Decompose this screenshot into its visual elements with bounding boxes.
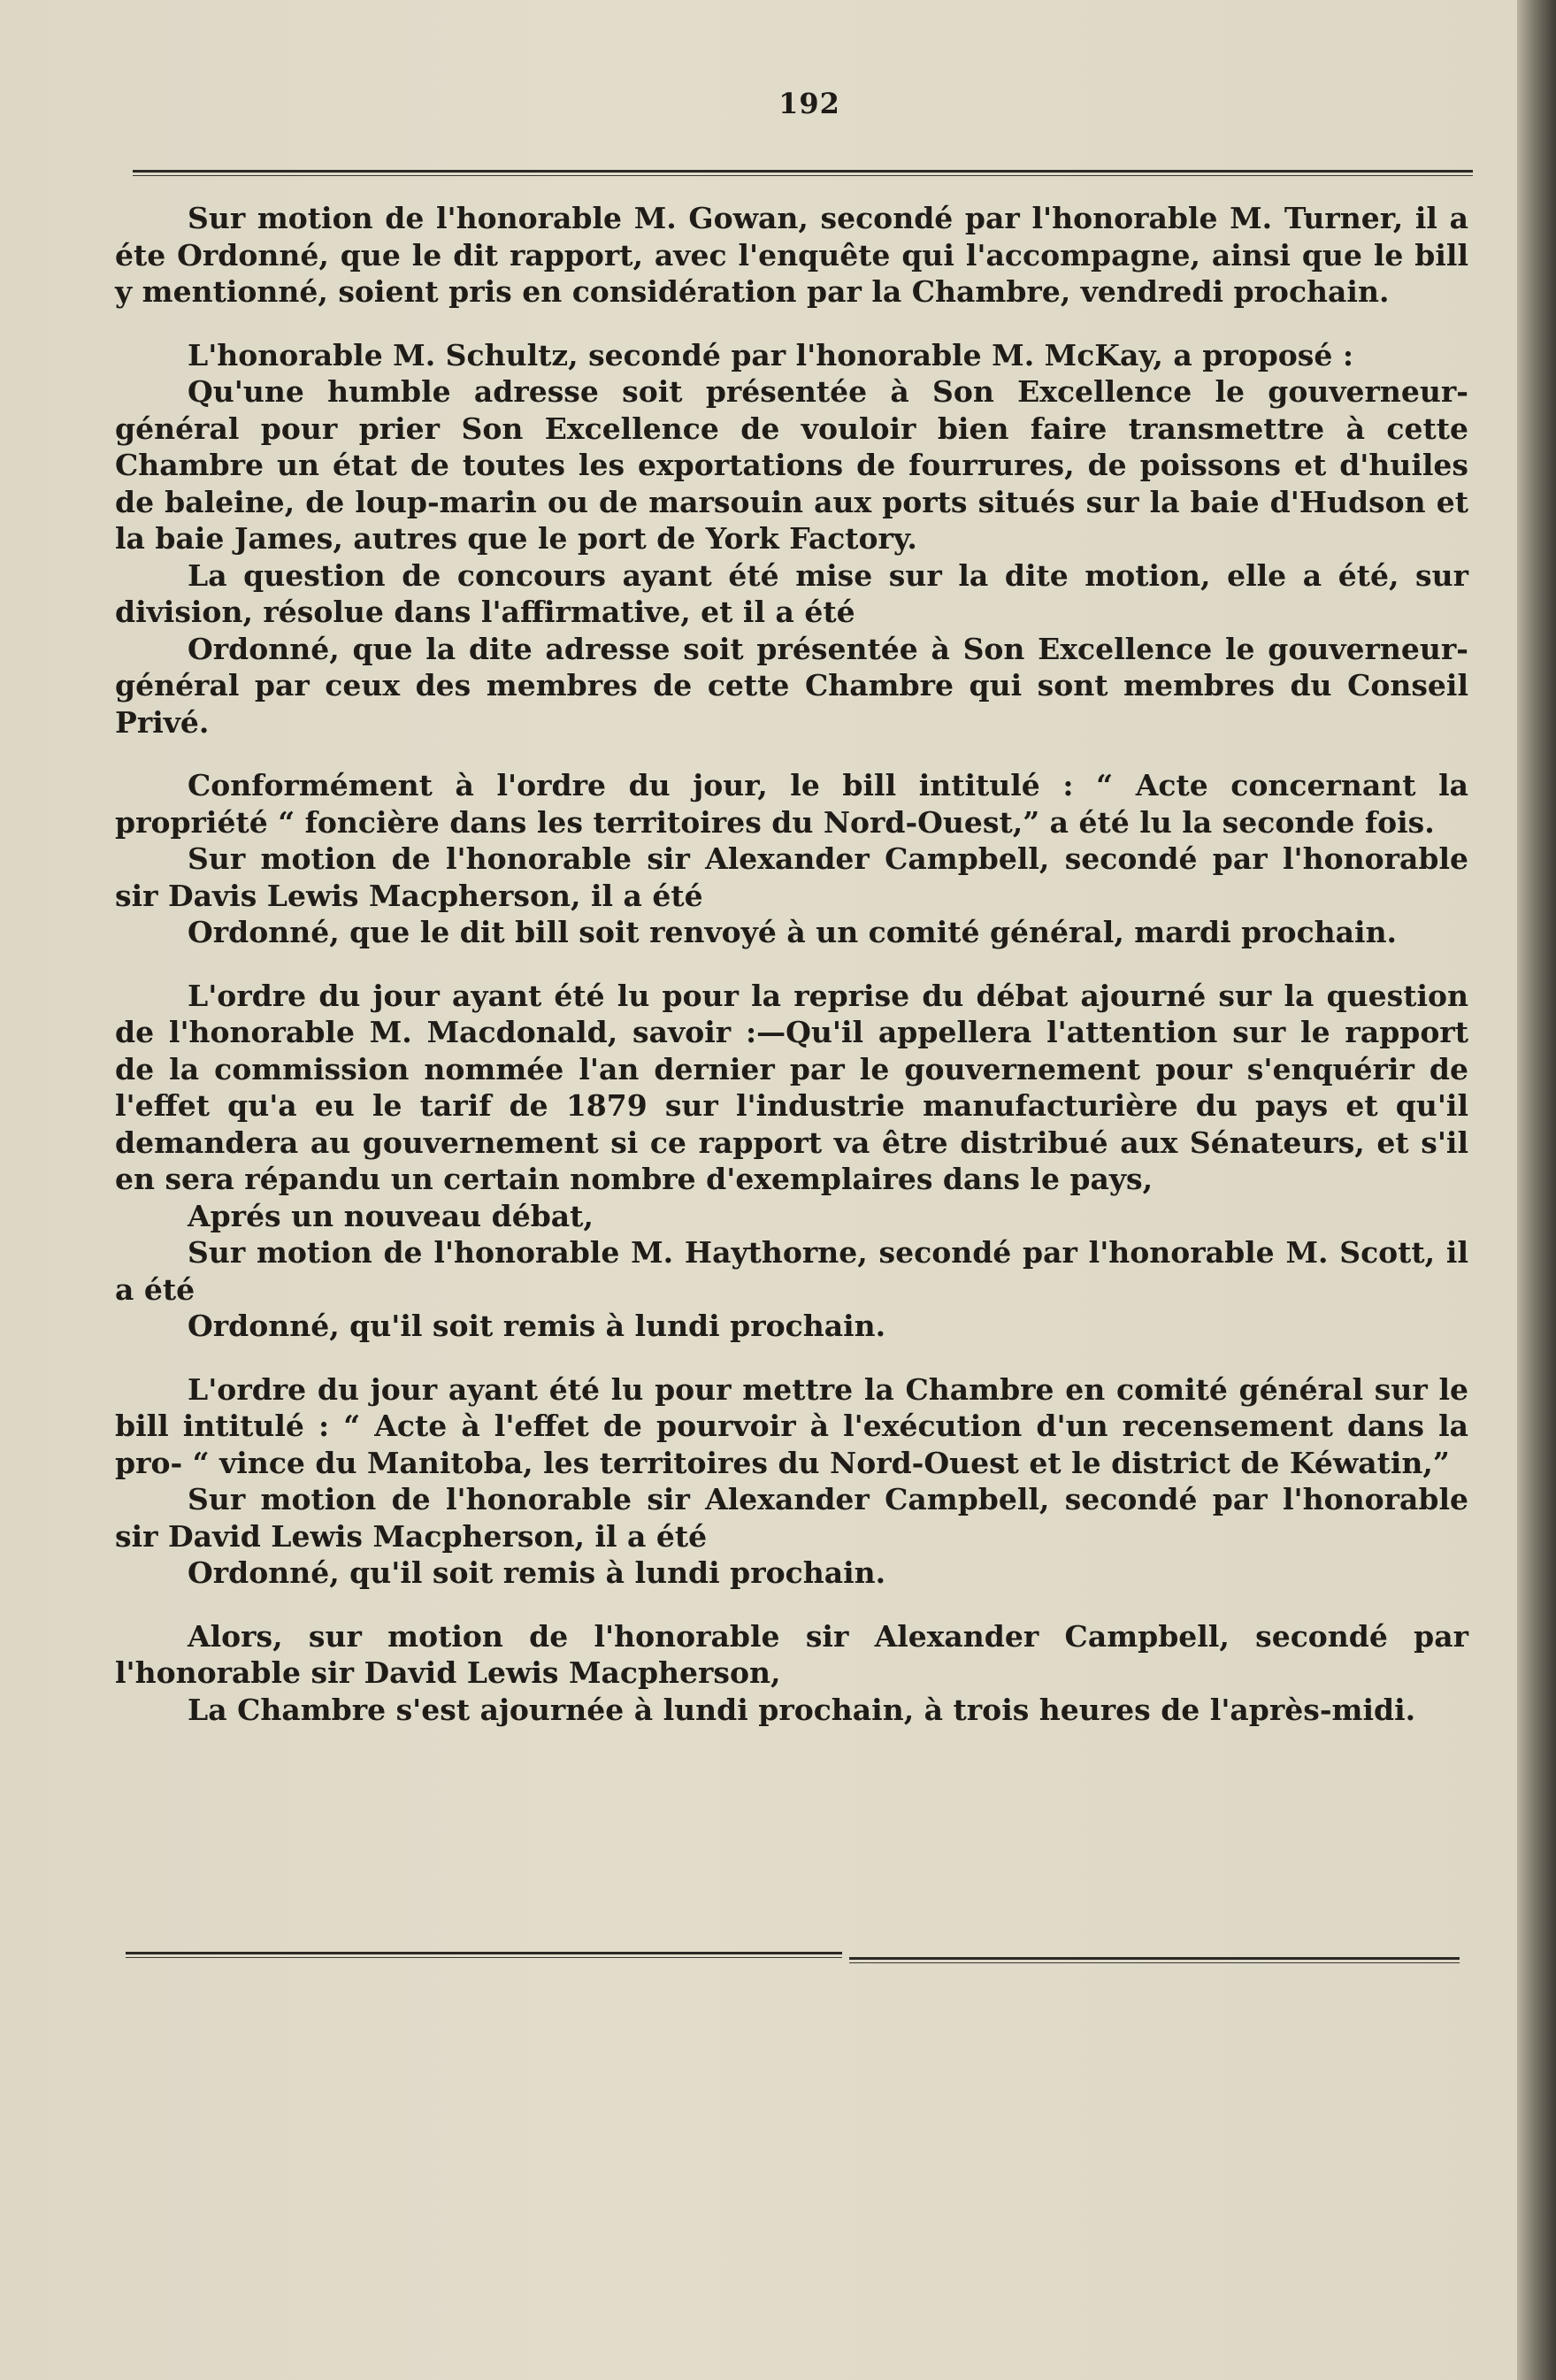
- paragraph: Sur motion de l'honorable M. Gowan, secondé par l'honorable M. Turner, il a éte Ordonné, que le dit rapport, avec l'enquête qui l'accompagne, ainsi que le bill y mentionné, soient pris en considération par la Chambre, vendredi prochain.: [115, 201, 1468, 309]
- paragraph: Qu'une humble adresse soit présentée à Son Excellence le gouverneur-général pour prier Son Excellence de vouloir bien faire transmettre à cette Chambre un état de toutes les exportations de fourrures, de poissons et d'huiles de baleine, de loup-marin ou de marsouin aux ports situés sur la baie d'Hudson et la baie James, autres que le port de York Factory.: [115, 374, 1468, 556]
- paragraph: Ordonné, qu'il soit remis à lundi prochain.: [188, 1555, 886, 1590]
- paragraph-gap: [115, 951, 1468, 978]
- footer-rule-left: [126, 1952, 842, 1954]
- paragraph-gap: [115, 1592, 1468, 1618]
- paragraph: Conformément à l'ordre du jour, le bill intitulé : “ Acte concernant la propriété “ foncière dans les territoires du Nord-Ouest,” a été lu la seconde fois.: [115, 768, 1468, 840]
- binding-edge: [1517, 0, 1556, 2380]
- paragraph: L'ordre du jour ayant été lu pour mettre la Chambre en comité général sur le bill intitulé : “ Acte à l'effet de pourvoir à l'exécution d'un recensement dans la pro- “ vince du Manitoba, les territoires du Nord-Ouest et le district de Kéwatin,”: [115, 1371, 1468, 1480]
- paragraph: Sur motion de l'honorable sir Alexander Campbell, secondé par l'honorable sir David Lewis Macpherson, il a été: [115, 1482, 1468, 1554]
- paragraph: Ordonné, que le dit bill soit renvoyé à un comité général, mardi prochain.: [188, 915, 1398, 949]
- footer-rule-right-shadow: [849, 1962, 1460, 1963]
- journal-text: [115, 200, 1468, 1728]
- paragraph-gap: [115, 311, 1468, 337]
- footer-rule-left-shadow: [126, 1957, 842, 1958]
- paragraph: Sur motion de l'honorable M. Haythorne, secondé par l'honorable M. Scott, il a été: [115, 1235, 1468, 1307]
- header-rule: [133, 170, 1473, 173]
- paragraph: La Chambre s'est ajournée à lundi prochain, à trois heures de l'après-midi.: [188, 1692, 1416, 1727]
- paragraph: Ordonné, qu'il soit remis à lundi prochain.: [188, 1309, 886, 1343]
- paragraph: Ordonné, que la dite adresse soit présentée à Son Excellence le gouverneur-général par ceux des membres de cette Chambre qui sont membres du Conseil Privé.: [115, 631, 1468, 740]
- paragraph: Alors, sur motion de l'honorable sir Alexander Campbell, secondé par l'honorable sir David Lewis Macpherson,: [115, 1618, 1468, 1690]
- paragraph: L'honorable M. Schultz, secondé par l'honorable M. McKay, a proposé :: [188, 337, 1354, 372]
- footer-rule-right: [849, 1957, 1460, 1960]
- paragraph: Sur motion de l'honorable sir Alexander Campbell, secondé par l'honorable sir Davis Lewis Macpherson, il a été: [115, 841, 1468, 913]
- paragraph: L'ordre du jour ayant été lu pour la reprise du débat ajourné sur la question de l'honorable M. Macdonald, savoir :—Qu'il appellera l'attention sur le rapport de la commission nommée l'an dernier par le gouvernement pour s'enquérir de l'effet qu'a eu le tarif de 1879 sur l'industrie manufacturière du pays et qu'il demandera au gouvernement si ce rapport va être distribué aux Sénateurs, et s'il en sera répandu un certain nombre d'exemplaires dans le pays,: [115, 978, 1468, 1196]
- paragraph: Aprés un nouveau débat,: [188, 1198, 594, 1233]
- page-number: 192: [778, 87, 840, 120]
- paragraph-gap: [115, 741, 1468, 767]
- paragraph-gap: [115, 1345, 1468, 1371]
- header-rule-shadow: [133, 175, 1473, 176]
- paragraph: La question de concours ayant été mise sur la dite motion, elle a été, sur division, résolue dans l'affirmative, et il a été: [115, 557, 1468, 629]
